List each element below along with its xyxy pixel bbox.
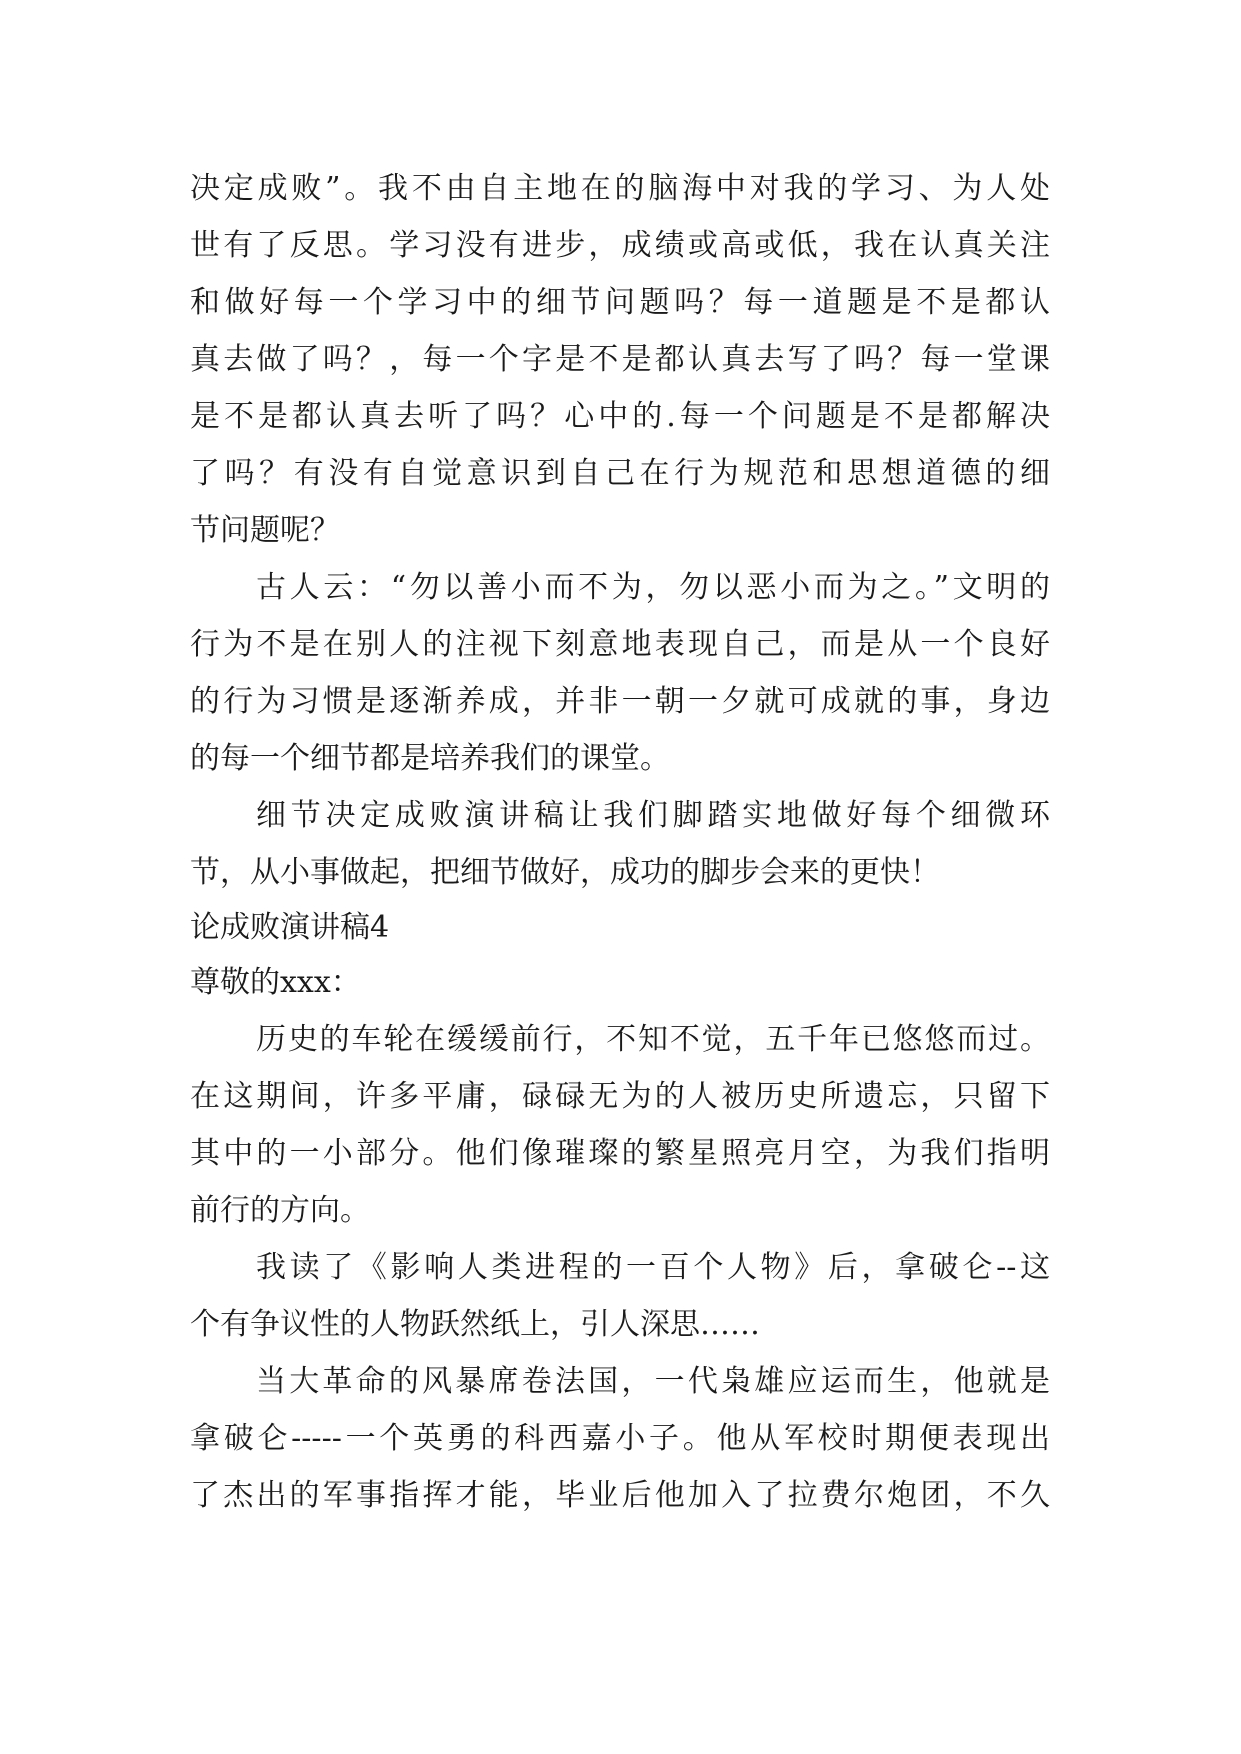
paragraph-line: 是不是都认真去听了吗？心中的.每一个问题是不是都解决 [190,399,1050,434]
paragraph-line: 世有了反思。学习没有进步，成绩或高或低，我在认真关注 [190,228,1050,263]
paragraph-line: 节问题呢？ [190,513,340,548]
paragraph-line: 拿破仑-----一个英勇的科西嘉小子。他从军校时期便表现出 [190,1421,1050,1456]
paragraph-line: 行为不是在别人的注视下刻意地表现自己，而是从一个良好 [190,627,1050,662]
paragraph-line: 节，从小事做起，把细节做好，成功的脚步会来的更快！ [190,855,940,890]
paragraph-line: 真去做了吗？，每一个字是不是都认真去写了吗？每一堂课 [190,342,1050,377]
paragraph-line: 了吗？有没有自觉意识到自己在行为规范和思想道德的细 [190,456,1050,491]
paragraph-line: 的每一个细节都是培养我们的课堂。 [190,741,670,776]
paragraph-line: 决定成败”。我不由自主地在的脑海中对我的学习、为人处 [190,171,1050,206]
paragraph-line: 细节决定成败演讲稿让我们脚踏实地做好每个细微环 [256,798,1050,833]
paragraph-line: 前行的方向。 [190,1193,370,1228]
section-heading: 论成败演讲稿4 [190,910,390,945]
paragraph-line: 在这期间，许多平庸，碌碌无为的人被历史所遗忘，只留下 [190,1079,1050,1114]
paragraph-line: 历史的车轮在缓缓前行，不知不觉，五千年已悠悠而过。 [256,1022,1050,1057]
salutation: 尊敬的xxx： [190,965,361,1000]
paragraph-line: 其中的一小部分。他们像璀璨的繁星照亮月空，为我们指明 [190,1136,1050,1171]
paragraph-line: 古人云：“勿以善小而不为，勿以恶小而为之。”文明的 [256,570,1050,605]
paragraph-line: 了杰出的军事指挥才能，毕业后他加入了拉费尔炮团，不久 [190,1478,1050,1513]
paragraph-line: 的行为习惯是逐渐养成，并非一朝一夕就可成就的事，身边 [190,684,1050,719]
paragraph-line: 我读了《影响人类进程的一百个人物》后，拿破仑--这 [256,1250,1050,1285]
paragraph-line: 和做好每一个学习中的细节问题吗？每一道题是不是都认 [190,285,1050,320]
paragraph-line: 个有争议性的人物跃然纸上，引人深思…… [190,1307,760,1342]
paragraph-line: 当大革命的风暴席卷法国，一代枭雄应运而生，他就是 [256,1364,1050,1399]
